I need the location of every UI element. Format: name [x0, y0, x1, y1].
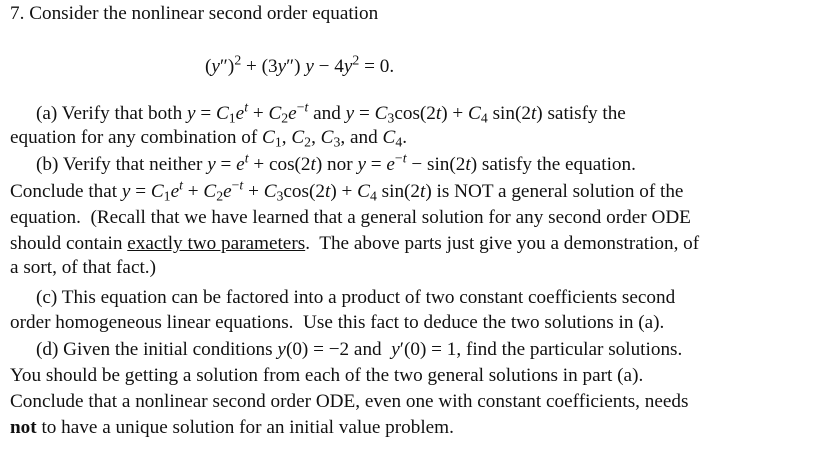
main-equation: $(y'')^2 + (3y'') y - 4y^2 = 0$.: [205, 52, 395, 77]
not-emphasis: not: [10, 417, 37, 438]
problem-page: 7. Consider the nonlinear second order equation $(y'')^2 + (3y'') y - 4y^2 = 0$. (a) Verify that both $y = C_1e^t + C_2e^{-t}$ and $y = C_3\cos(2t) + C_4$ sin(2t) satisfy the equation for any combination of $C_1$, $C_2$, $C_3$, and $C_4$. (b) Verify that neither $y = e^t + \cos(2t)$ nor $y = e^{-t} - \sin(2t)$ satisfy the equation. Conclude that $y = C_1e^t + C_2e^{-t} + C_3\cos(2t) + C_4$ sin(2t) is NOT a general solution of the equation. (Recall that we have learned that a general solution for any second order ODE should contain exactly two parameters. The above parts just give you a demonstration, of a sort, of that fact.) (c) This equation can be factored into a product of two constant coefficients second order homogeneous linear equations. Use this fact to deduce the two solutions in (a). (d) Given the initial conditions y(0) = −2 and y′(0) = 1, find the particular solutions. You should be getting a solution from each of the two general solutions in part (a). Conclude that a nonlinear second order ODE, even one with constant coefficients, needs not to have a unique solution for an initial value problem.: [10, 3, 700, 438]
problem-heading: [10, 2, 378, 26]
problem-intro: Consider the nonlinear second order equation: [29, 3, 379, 24]
problem-number: 7.: [10, 3, 25, 24]
exactly-two-parameters-emphasis: exactly two parameters: [127, 233, 306, 254]
